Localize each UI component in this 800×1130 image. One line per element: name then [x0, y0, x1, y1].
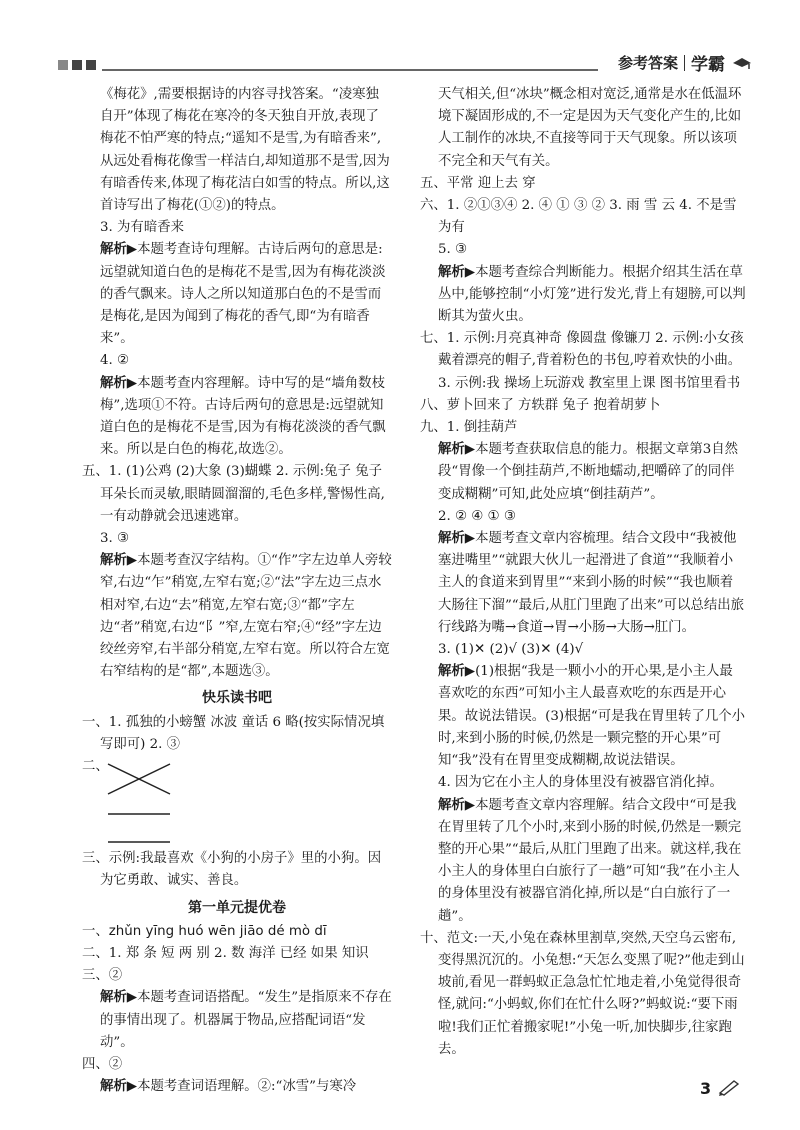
answer-line: 九、1. 倒挂葫芦 [420, 420, 518, 436]
analysis-block [420, 661, 746, 772]
analysis-label: 解析 [438, 531, 465, 547]
answer-line: 3. ③ [100, 531, 130, 547]
analysis-block [420, 795, 746, 928]
answer-line: 5. ③ [438, 242, 468, 258]
analysis-label: 解析 [438, 797, 465, 813]
analysis-label: 解析 [100, 242, 127, 258]
analysis-text: ▶本题考查文章内容梳理。结合文段中“我被他塞进嘴里”“就跟大伙儿一起滑进了食道”“我顺着小主人的食道来到胃里”“来到小肠的时候”“我也顺着大肠往下溜”“最后,从肛门里跑了出来”可以总结出旅行线路为嘴→食道→胃→小肠→大肠→肛门。 [438, 531, 744, 635]
left-column [82, 84, 392, 1098]
answer-line: 3. 为有暗香来 [100, 220, 184, 236]
answer-line: 4. 因为它在小主人的身体里没有被器官消化掉。 [438, 775, 723, 791]
analysis-label: 解析 [100, 553, 127, 569]
analysis-text: ▶本题考查综合判断能力。根据介绍其生活在草丛中,能够控制“小灯笼”进行发光,背上有翅膀,可以判断其为萤火虫。 [438, 264, 746, 325]
analysis-label: 解析 [438, 664, 465, 680]
page-number: 3 [700, 1079, 712, 1098]
section-title: 第一单元提优卷 [188, 899, 286, 916]
answer-line: 二、1. 郑 条 短 两 别 2. 数 海洋 已经 如果 知识 [82, 945, 369, 961]
analysis-block [82, 987, 392, 1054]
answer-line: 2. ② ④ ① ③ [438, 508, 516, 524]
header-title-group [618, 50, 753, 75]
analysis-text: ▶本题考查诗句理解。古诗后两句的意思是:远望就知道白色的是梅花不是雪,因为有梅花淡淡的香气飘来。诗人之所以知道那白色的不是雪而是梅花,是因为闻到了梅花的香气,即“为有暗香来”。 [100, 242, 386, 347]
header-title: 参考答案 [618, 54, 679, 72]
matching-lines [106, 758, 176, 846]
answer-line: 五、平常 迎上去 穿 [420, 175, 536, 191]
analysis-block [82, 239, 392, 350]
analysis-label: 解析 [100, 990, 127, 1006]
analysis-block [420, 439, 746, 506]
answer-line: 一、1. 孤独的小螃蟹 冰波 童话 6 略(按实际情况填写即可) 2. ③ [82, 714, 385, 752]
pencil-icon [716, 1078, 742, 1096]
analysis-label: 解析 [438, 264, 465, 280]
analysis-text: ▶(1)根据“我是一颗小小的开心果,是小主人最喜欢吃的东西”可知小主人最喜欢吃的东西是开心果。故说法错误。(3)根据“可是我在胃里转了几个小时,来到小肠的时候,仍然是一颗完整的开心果”可知“我”没有在胃里变成糊糊,故说法错误。 [438, 664, 746, 769]
answer-line: 八、萝卜回来了 方轶群 兔子 抱着胡萝卜 [420, 397, 661, 413]
graduation-cap-icon [731, 55, 753, 71]
analysis-block [420, 528, 746, 639]
section-title: 快乐读书吧 [202, 690, 272, 707]
header-divider [684, 55, 685, 71]
essay-block: 十、范文:一天,小兔在森林里割草,突然,天空乌云密布,变得黑沉沉的。小兔想:“天怎么变黑了呢?”他走到山坡前,看见一群蚂蚁正急急忙忙地走着,小兔觉得很奇怪,就问:“小蚂蚁,你们在忙什么呀?”蚂蚁说:“要下雨啦!我们正忙着搬家呢!”小兔一听,加快脚步,往家跑去。 [420, 930, 745, 1057]
analysis-text: ▶本题考查汉字结构。①“作”字左边单人旁较窄,右边“乍”稍宽,左窄右宽;②“法”字左边三点水相对窄,右边“去”稍宽,左窄右宽;③“都”字左边“者”稍宽,右边“阝”窄,左宽右窄;④“经”字左边绞丝旁窄,右半部分稍宽,左窄右宽。所以符合左宽右窄结构的是“都”,本题选③。 [100, 553, 392, 680]
analysis-block [82, 373, 392, 462]
answer-line: 六、1. ②①③④ 2. ④ ① ③ ② 3. 雨 雪 云 4. 不是雪 为有 [420, 198, 737, 236]
header-squares [58, 60, 96, 70]
answer-line: 四、② [82, 1056, 123, 1072]
analysis-block [82, 550, 392, 683]
header-rule [102, 69, 598, 71]
answer-line: 三、② [82, 968, 123, 984]
analysis-label: 解析 [100, 1079, 127, 1095]
answer-line: 三、示例:我最喜欢《小狗的小房子》里的小狗。因为它勇敢、诚实、善良。 [82, 851, 382, 889]
answer-line: 3. (1)✕ (2)√ (3)✕ (4)√ [438, 642, 584, 658]
pinyin-line: 一、zhǔn yīng huó wēn jiāo dé mò dī [82, 923, 327, 939]
answer-line: 4. ② [100, 353, 130, 369]
right-column [420, 84, 746, 1061]
analysis-label: 解析 [438, 442, 465, 458]
analysis-text: ▶本题考查文章内容理解。结合文段中“可是我在胃里转了几个小时,来到小肠的时候,仍然是一颗完整的开心果”“最后,从肛门里跑了出来。就这样,我在小主人的身体里白白旅行了一趟”可知“我”在小主人的身体里没有被器官消化掉,所以是“白白旅行了一趟”。 [438, 797, 742, 924]
matching-diagram [82, 756, 392, 848]
analysis-text: ▶本题考查词语搭配。“发生”是指原来不存在的事情出现了。机器属于物品,应搭配词语“发动”。 [100, 990, 392, 1050]
text-block: 《梅花》,需要根据诗的内容寻找答案。“凌寒独自开”体现了梅花在寒冷的冬天独自开放,表现了梅花不怕严寒的特点;“遥知不是雪,为有暗香来”,从远处看梅花像雪一样洁白,却知道那不是雪,因为有暗香传来,体现了梅花洁白如雪的特点。所以,这首诗写出了梅花(①②)的特点。 [100, 87, 390, 214]
analysis-text: ▶本题考查词语理解。②:“冰雪”与寒冷 [126, 1079, 357, 1095]
answer-line: 七、1. 示例:月亮真神奇 像圆盘 像镰刀 2. 示例:小女孩戴着漂亮的帽子,背着粉色的书包,哼着欢快的小曲。 3. 示例:我 操场上玩游戏 教室里上课 图书馆里看书 [420, 331, 744, 391]
analysis-block [420, 262, 746, 329]
analysis-block [82, 1076, 392, 1098]
header-brand: 学霸 [691, 55, 726, 75]
analysis-text: ▶本题考查内容理解。诗中写的是“墙角数枝梅”,选项①不符。古诗后两句的意思是:远望就知道白色的是梅花不是雪,因为有梅花淡淡的香气飘来。所以是白色的梅花,故选②。 [100, 375, 386, 458]
analysis-text: ▶本题考查获取信息的能力。根据文章第3自然段“胃像一个倒挂葫芦,不断地蠕动,把嚼碎了的同伴变成糊糊”可知,此处应填“倒挂葫芦”。 [438, 442, 739, 502]
text-block: 天气相关,但“冰块”概念相对宽泛,通常是水在低温环境下凝固形成的,不一定是因为天气变化产生的,比如人工制作的冰块,不直接等同于天气现象。所以该项不完全和天气有关。 [438, 87, 742, 169]
answer-line: 五、1. (1)公鸡 (2)大象 (3)蝴蝶 2. 示例:兔子 兔子耳朵长而灵敏,眼睛圆溜溜的,毛色多样,警惕性高,一有动静就会迅速逃窜。 [82, 464, 385, 524]
analysis-label: 解析 [100, 375, 127, 391]
answer-line: 二、 [82, 759, 109, 775]
